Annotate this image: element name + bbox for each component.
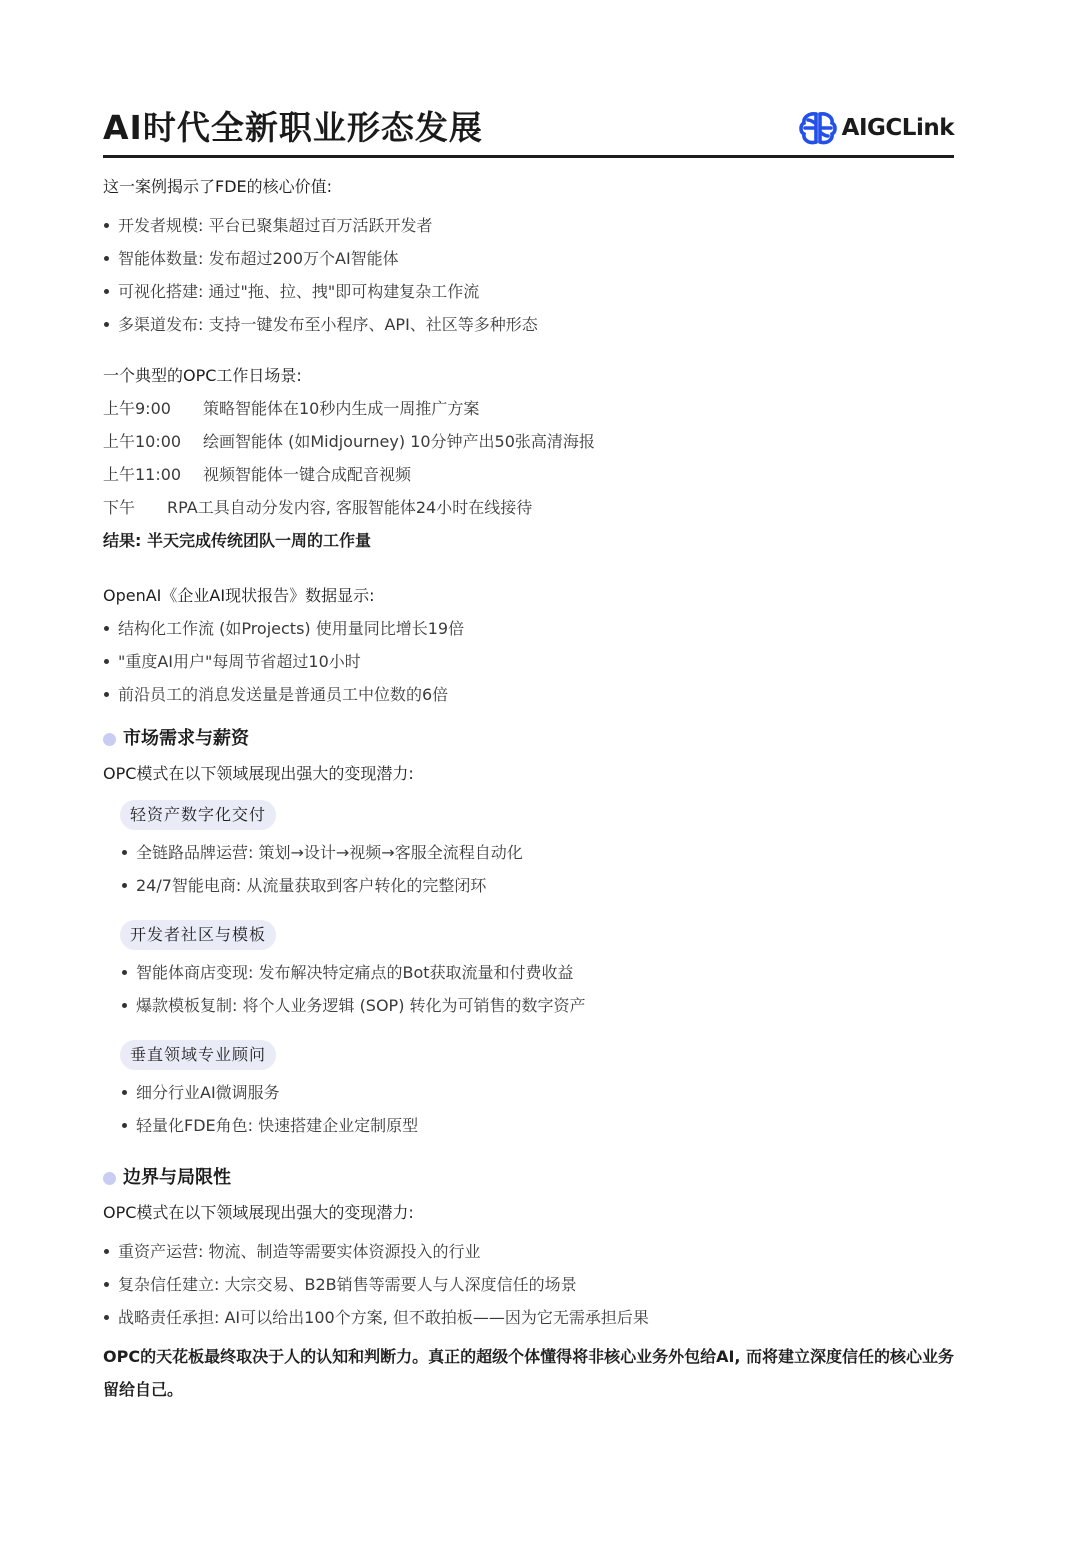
list-item: "重度AI用户"每周节省超过10小时 — [103, 645, 963, 678]
schedule-time: 下午 — [103, 498, 136, 517]
limits-intro: OPC模式在以下领域展现出强大的变现潜力: — [103, 1203, 414, 1222]
schedule-row — [103, 458, 963, 491]
brand-logo — [799, 110, 954, 146]
section-dot-icon — [103, 733, 116, 746]
tag-vertical-consultant: 垂直领域专业顾问 — [120, 1040, 276, 1070]
list-item: 前沿员工的消息发送量是普通员工中位数的6倍 — [103, 678, 963, 711]
schedule-text: RPA工具自动分发内容, 客服智能体24小时在线接待 — [167, 498, 533, 517]
schedule-text: 视频智能体一键合成配音视频 — [203, 465, 412, 484]
page-header — [103, 106, 954, 158]
page-title: AI时代全新职业形态发展 — [103, 108, 483, 147]
vertical-consultant-list — [121, 1076, 963, 1142]
logo-text: AIGCLink — [841, 115, 954, 141]
market-intro: OPC模式在以下领域展现出强大的变现潜力: — [103, 764, 414, 783]
tag-light-asset: 轻资产数字化交付 — [120, 800, 276, 830]
list-item: 复杂信任建立: 大宗交易、B2B销售等需要人与人深度信任的场景 — [103, 1268, 963, 1301]
schedule-time: 上午9:00 — [103, 399, 171, 418]
schedule-text: 绘画智能体 (如Midjourney) 10分钟产出50张高清海报 — [203, 432, 595, 451]
list-item: 智能体数量: 发布超过200万个AI智能体 — [103, 242, 963, 275]
opc-day-intro: 一个典型的OPC工作日场景: — [103, 366, 302, 385]
schedule-row — [103, 425, 963, 458]
light-asset-list — [121, 836, 963, 902]
schedule-time: 上午11:00 — [103, 465, 182, 484]
list-item: 重资产运营: 物流、制造等需要实体资源投入的行业 — [103, 1235, 963, 1268]
list-item: 24/7智能电商: 从流量获取到客户转化的完整闭环 — [121, 869, 963, 902]
brain-logo-icon — [799, 111, 837, 145]
section-heading-text: 市场需求与薪资 — [123, 728, 249, 749]
tag-developer-community: 开发者社区与模板 — [120, 920, 276, 950]
conclusion-paragraph: OPC的天花板最终取决于人的认知和判断力。真正的超级个体懂得将非核心业务外包给AI, 而将建立深度信任的核心业务留给自己。 — [103, 1347, 955, 1399]
list-item: 可视化搭建: 通过"拖、拉、拽"即可构建复杂工作流 — [103, 275, 963, 308]
report-intro: OpenAI《企业AI现状报告》数据显示: — [103, 586, 375, 605]
list-item: 轻量化FDE角色: 快速搭建企业定制原型 — [121, 1109, 963, 1142]
list-item: 智能体商店变现: 发布解决特定痛点的Bot获取流量和付费收益 — [121, 956, 963, 989]
schedule-time: 上午10:00 — [103, 432, 182, 451]
schedule-text: 策略智能体在10秒内生成一周推广方案 — [203, 399, 480, 418]
section-heading-limits — [103, 1160, 963, 1196]
report-list — [103, 612, 963, 711]
developer-community-list — [121, 956, 963, 1022]
fde-values-list — [103, 209, 963, 341]
list-item: 战略责任承担: AI可以给出100个方案, 但不敢拍板——因为它无需承担后果 — [103, 1301, 963, 1334]
list-item: 多渠道发布: 支持一键发布至小程序、API、社区等多种形态 — [103, 308, 963, 341]
list-item: 结构化工作流 (如Projects) 使用量同比增长19倍 — [103, 612, 963, 645]
list-item: 开发者规模: 平台已聚集超过百万活跃开发者 — [103, 209, 963, 242]
limits-list — [103, 1235, 963, 1334]
schedule-result: 结果: 半天完成传统团队一周的工作量 — [103, 531, 371, 550]
section-heading-market — [103, 721, 963, 757]
schedule-list — [103, 392, 963, 524]
section-heading-text: 边界与局限性 — [123, 1167, 231, 1188]
schedule-row — [103, 491, 963, 524]
schedule-row — [103, 392, 963, 425]
content — [103, 170, 963, 1406]
list-item: 细分行业AI微调服务 — [121, 1076, 963, 1109]
list-item: 全链路品牌运营: 策划→设计→视频→客服全流程自动化 — [121, 836, 963, 869]
section-dot-icon — [103, 1172, 116, 1185]
fde-intro: 这一案例揭示了FDE的核心价值: — [103, 177, 333, 196]
list-item: 爆款模板复制: 将个人业务逻辑 (SOP) 转化为可销售的数字资产 — [121, 989, 963, 1022]
